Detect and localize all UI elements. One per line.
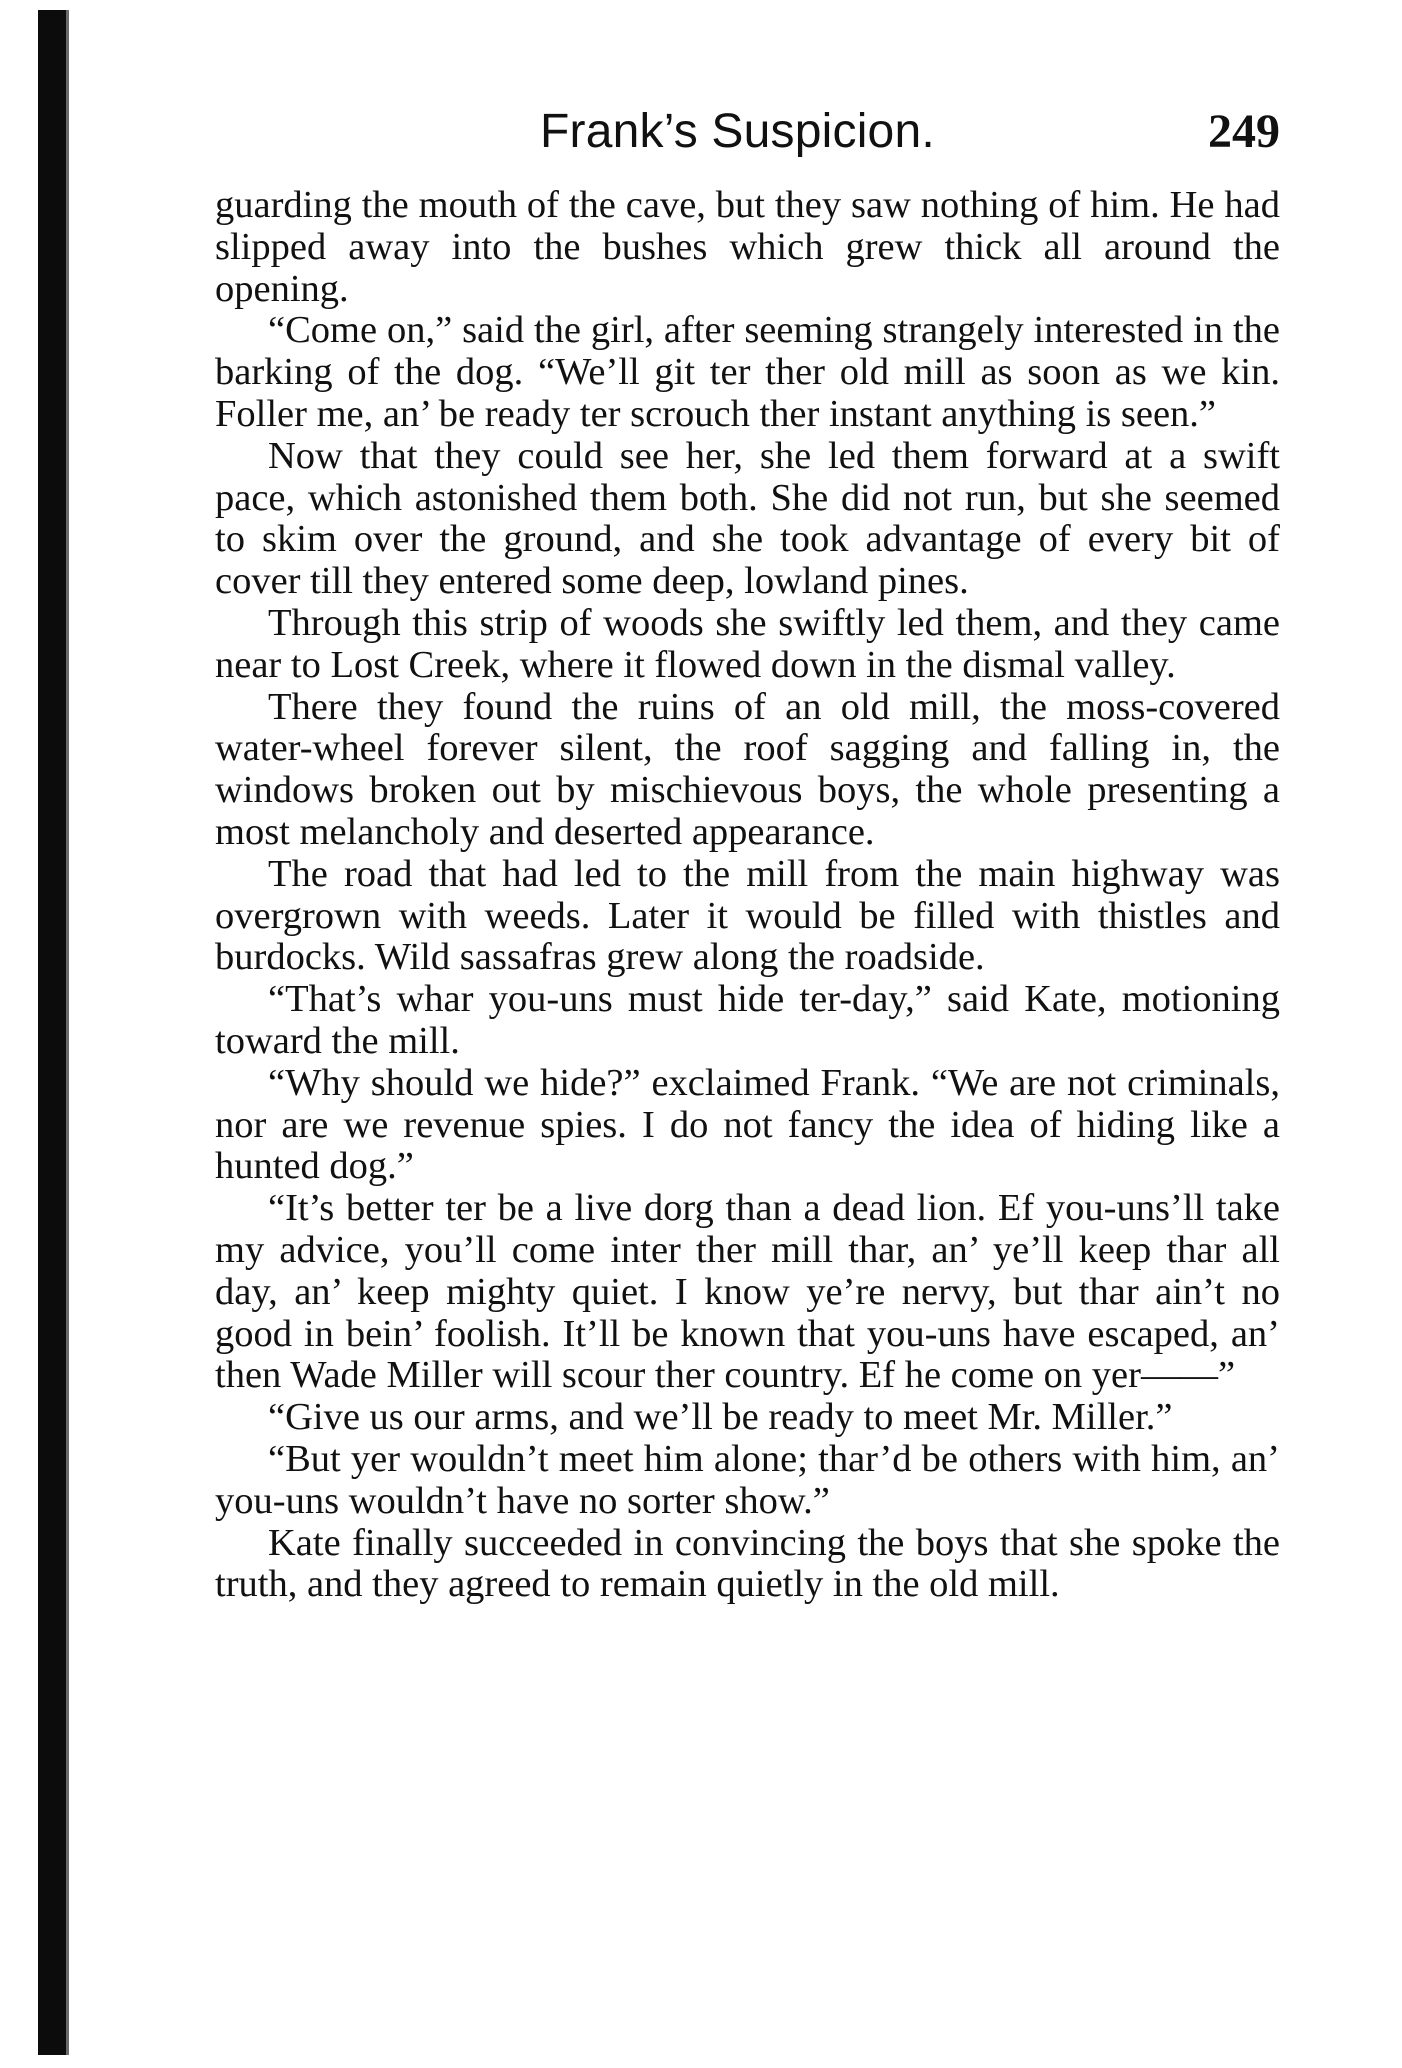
paragraph: guarding the mouth of the cave, but they saw nothing of him. He had slipped away into the bushes which grew thick all around the opening. — [215, 184, 1280, 310]
paragraph: “Give us our arms, and we’ll be ready to meet Mr. Miller.” — [268, 1396, 1173, 1439]
paragraph: “It’s better ter be a live dorg than a dead lion. Ef you-uns’ll take my advice, you’ll come inter ther mill thar, an’ ye’ll keep thar all day, an’ keep mighty quiet. I know ye’re nervy, but thar ain’t no good in bein’ foolish. It’ll be known that you-uns have escaped, an’ then Wade Miller will scour ther country. Ef he come on yer——” — [215, 1187, 1280, 1397]
paragraph: “Come on,” said the girl, after seeming strangely interested in the barking of the dog. “We’ll git ter ther old mill as soon as we kin. Foller me, an’ be ready ter scrouch ther instant anything is seen.” — [215, 309, 1280, 435]
running-title: Frank’s Suspicion. — [540, 105, 935, 158]
paragraph: “That’s whar you-uns must hide ter-day,” said Kate, motioning toward the mill. — [215, 978, 1280, 1062]
paragraph: There they found the ruins of an old mill, the moss-covered water-wheel forever silent, the roof sagging and falling in, the windows broken out by mischievous boys, the whole presenting a most melancholy and deserted appearance. — [215, 685, 1280, 853]
page-number: 249 — [1208, 105, 1280, 158]
paragraph: Through this strip of woods she swiftly led them, and they came near to Lost Creek, where it flowed down in the dismal valley. — [215, 601, 1280, 686]
paragraph: Kate finally succeeded in convincing the boys that she spoke the truth, and they agreed to remain quietly in the old mill. — [215, 1521, 1280, 1606]
book-spine-edge — [66, 10, 69, 2055]
paragraph: The road that had led to the mill from the main highway was overgrown with weeds. Later it would be filled with thistles and burdocks. Wild sassafras grew along the roadside. — [215, 852, 1280, 979]
paragraph: “Why should we hide?” exclaimed Frank. “We are not criminals, nor are we revenue spies. I do not fancy the idea of hiding like a hunted dog.” — [215, 1061, 1280, 1188]
book-spine-shadow — [38, 10, 66, 2055]
paragraph: “But yer wouldn’t meet him alone; thar’d be others with him, an’ you-uns wouldn’t have no sorter show.” — [215, 1437, 1280, 1522]
page-body — [215, 185, 1280, 1606]
page-header — [215, 100, 1280, 170]
paragraph: Now that they could see her, she led them forward at a swift pace, which astonished them both. She did not run, but she seemed to skim over the ground, and she took advantage of every bit of cover till they entered some deep, lowland pines. — [215, 434, 1280, 603]
